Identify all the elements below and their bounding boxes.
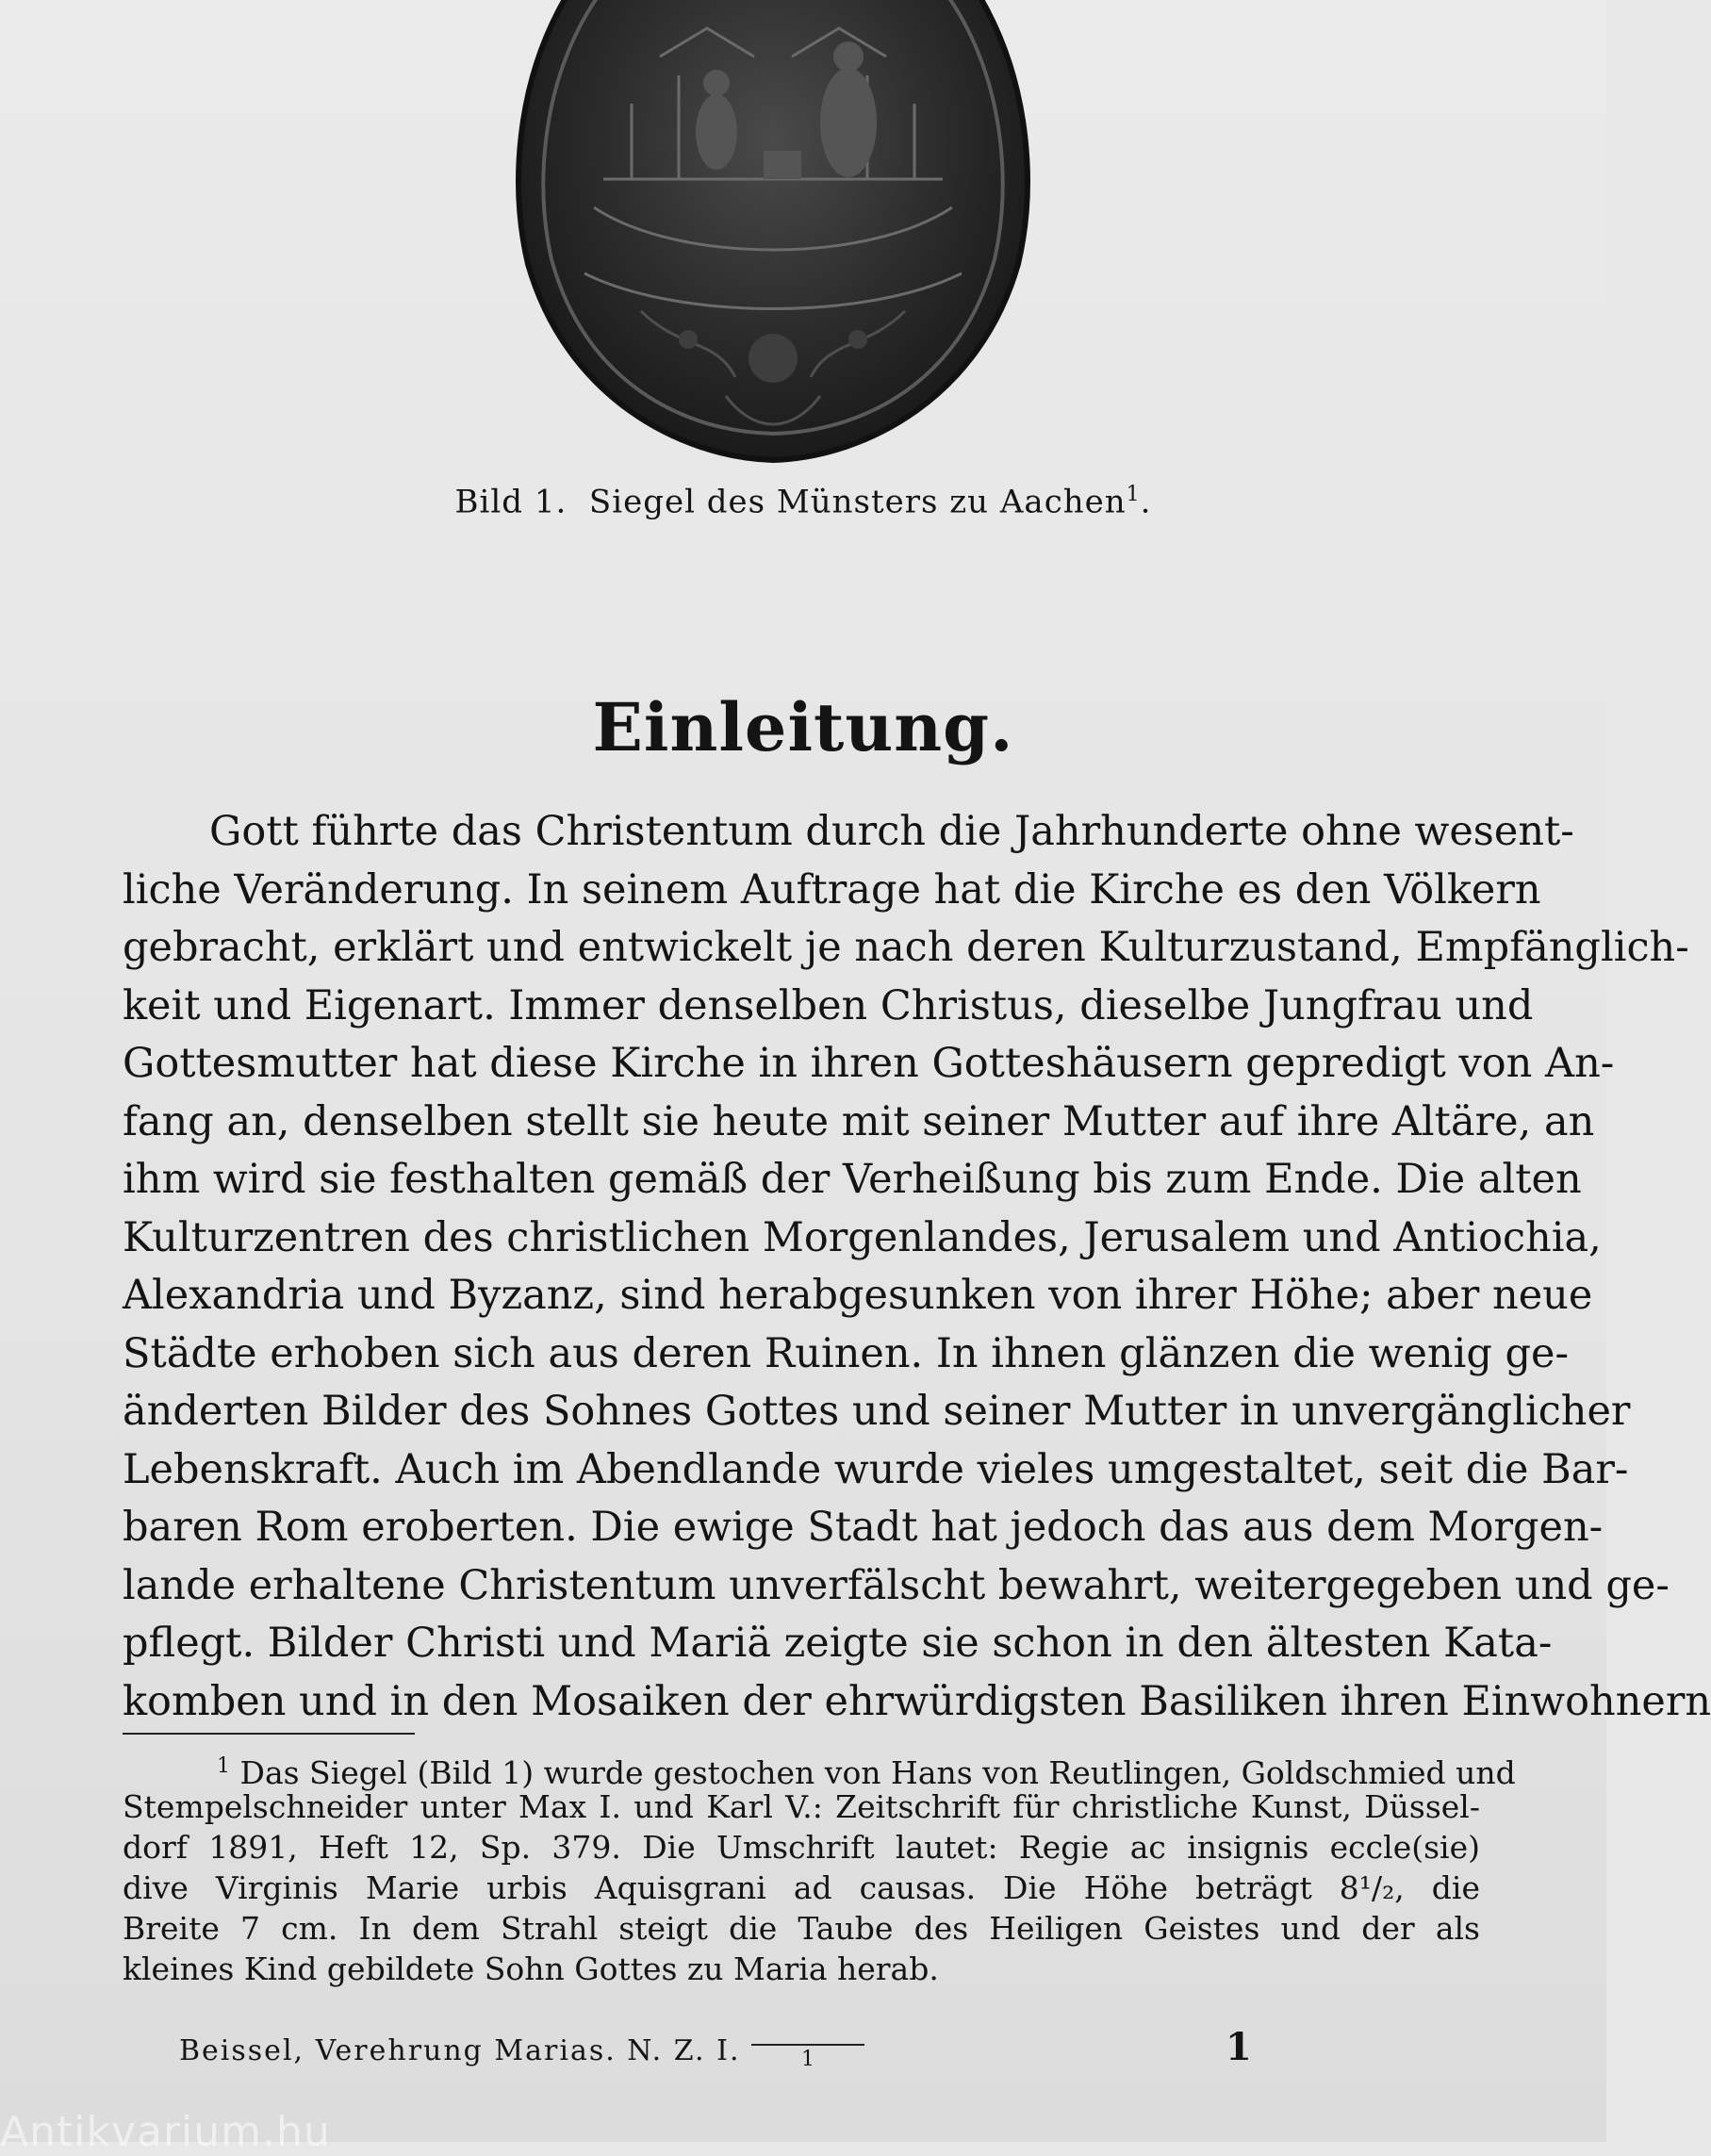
- footnote-line-first: [123, 1746, 1516, 1791]
- body-text: [123, 803, 1711, 1731]
- body-line: ihm wird sie festhalten gemäß der Verheißung bis zum Ende. Die alten: [123, 1156, 1582, 1203]
- body-line: pflegt. Bilder Christi und Mariä zeigte sie schon in den ältesten Kata-: [123, 1620, 1553, 1667]
- caption-prefix: Bild 1.: [454, 483, 568, 521]
- body-line: Städte erhoben sich aus deren Ruinen. In ihnen glänzen die wenig ge-: [123, 1329, 1570, 1377]
- footnote-line: Stempelschneider unter Max I. und Karl V.: Zeitschrift für christliche Kunst, Düssel-: [123, 1788, 1480, 1825]
- figure-caption: [0, 483, 1606, 520]
- body-line: fang an, denselben stellt sie heute mit seiner Mutter auf ihre Altäre, an: [123, 1097, 1595, 1145]
- signature-fraction-number: 1: [751, 2044, 864, 2071]
- body-line: Gottesmutter hat diese Kirche in ihren Gotteshäusern gepredigt von An-: [123, 1040, 1615, 1087]
- body-line: lande erhaltene Christentum unverfälscht bewahrt, weitergegeben und ge-: [123, 1561, 1670, 1609]
- body-line: gebracht, erklärt und entwickelt je nach deren Kulturzustand, Empfänglich-: [123, 924, 1689, 971]
- caption-text: Siegel des Münsters zu Aachen: [588, 483, 1127, 521]
- watermark: Antikvarium.hu: [0, 2108, 331, 2156]
- signature-fraction: [751, 2034, 864, 2071]
- body-line: keit und Eigenart. Immer denselben Christus, dieselbe Jungfrau und: [123, 981, 1534, 1029]
- body-line: Alexandria und Byzanz, sind herabgesunken von ihrer Höhe; aber neue: [123, 1272, 1593, 1319]
- printer-signature: Beissel, Verehrung Marias. N. Z. I.: [179, 2034, 741, 2067]
- footnote-line: dorf 1891, Heft 12, Sp. 379. Die Umschrift lautet: Regie ac insignis eccle(sie): [123, 1829, 1480, 1866]
- body-line: baren Rom eroberten. Die ewige Stadt hat jedoch das aus dem Morgen-: [123, 1504, 1604, 1551]
- caption-footnote-mark: 1: [1126, 483, 1141, 506]
- seal-image: [490, 0, 1056, 462]
- footnote-line: dive Virginis Marie urbis Aquisgrani ad causas. Die Höhe beträgt 8¹/₂, die: [123, 1869, 1480, 1906]
- body-line: Gott führte das Christentum durch die Jahrhunderte ohne wesent-: [209, 808, 1574, 855]
- footnote-line: Das Siegel (Bild 1) wurde gestochen von Hans von Reutlingen, Goldschmied und: [239, 1754, 1516, 1791]
- page-number: 1: [1226, 2025, 1252, 2069]
- seal-illustration: [490, 0, 1056, 462]
- body-line: liche Veränderung. In seinem Auftrage hat die Kirche es den Völkern: [123, 865, 1541, 913]
- caption-end: .: [1140, 483, 1152, 521]
- body-line: komben und in den Mosaiken der ehrwürdigsten Basiliken ihren Einwohnern: [123, 1677, 1711, 1725]
- footnote-mark: 1: [217, 1754, 230, 1778]
- body-line: änderten Bilder des Sohnes Gottes und seiner Mutter in unvergänglicher: [123, 1388, 1631, 1435]
- body-line: Kulturzentren des christlichen Morgenlandes, Jerusalem und Antiochia,: [123, 1213, 1602, 1261]
- footnote-divider: [123, 1733, 415, 1735]
- footnote-line: kleines Kind gebildete Sohn Gottes zu Maria herab.: [123, 1950, 939, 1987]
- body-line: Lebenskraft. Auch im Abendlande wurde vieles umgestaltet, seit die Bar-: [123, 1445, 1629, 1493]
- chapter-heading: Einleitung.: [592, 688, 1014, 766]
- footnote: [123, 1746, 1516, 1989]
- footnote-line: Breite 7 cm. In dem Strahl steigt die Taube des Heiligen Geistes und der als: [123, 1910, 1480, 1947]
